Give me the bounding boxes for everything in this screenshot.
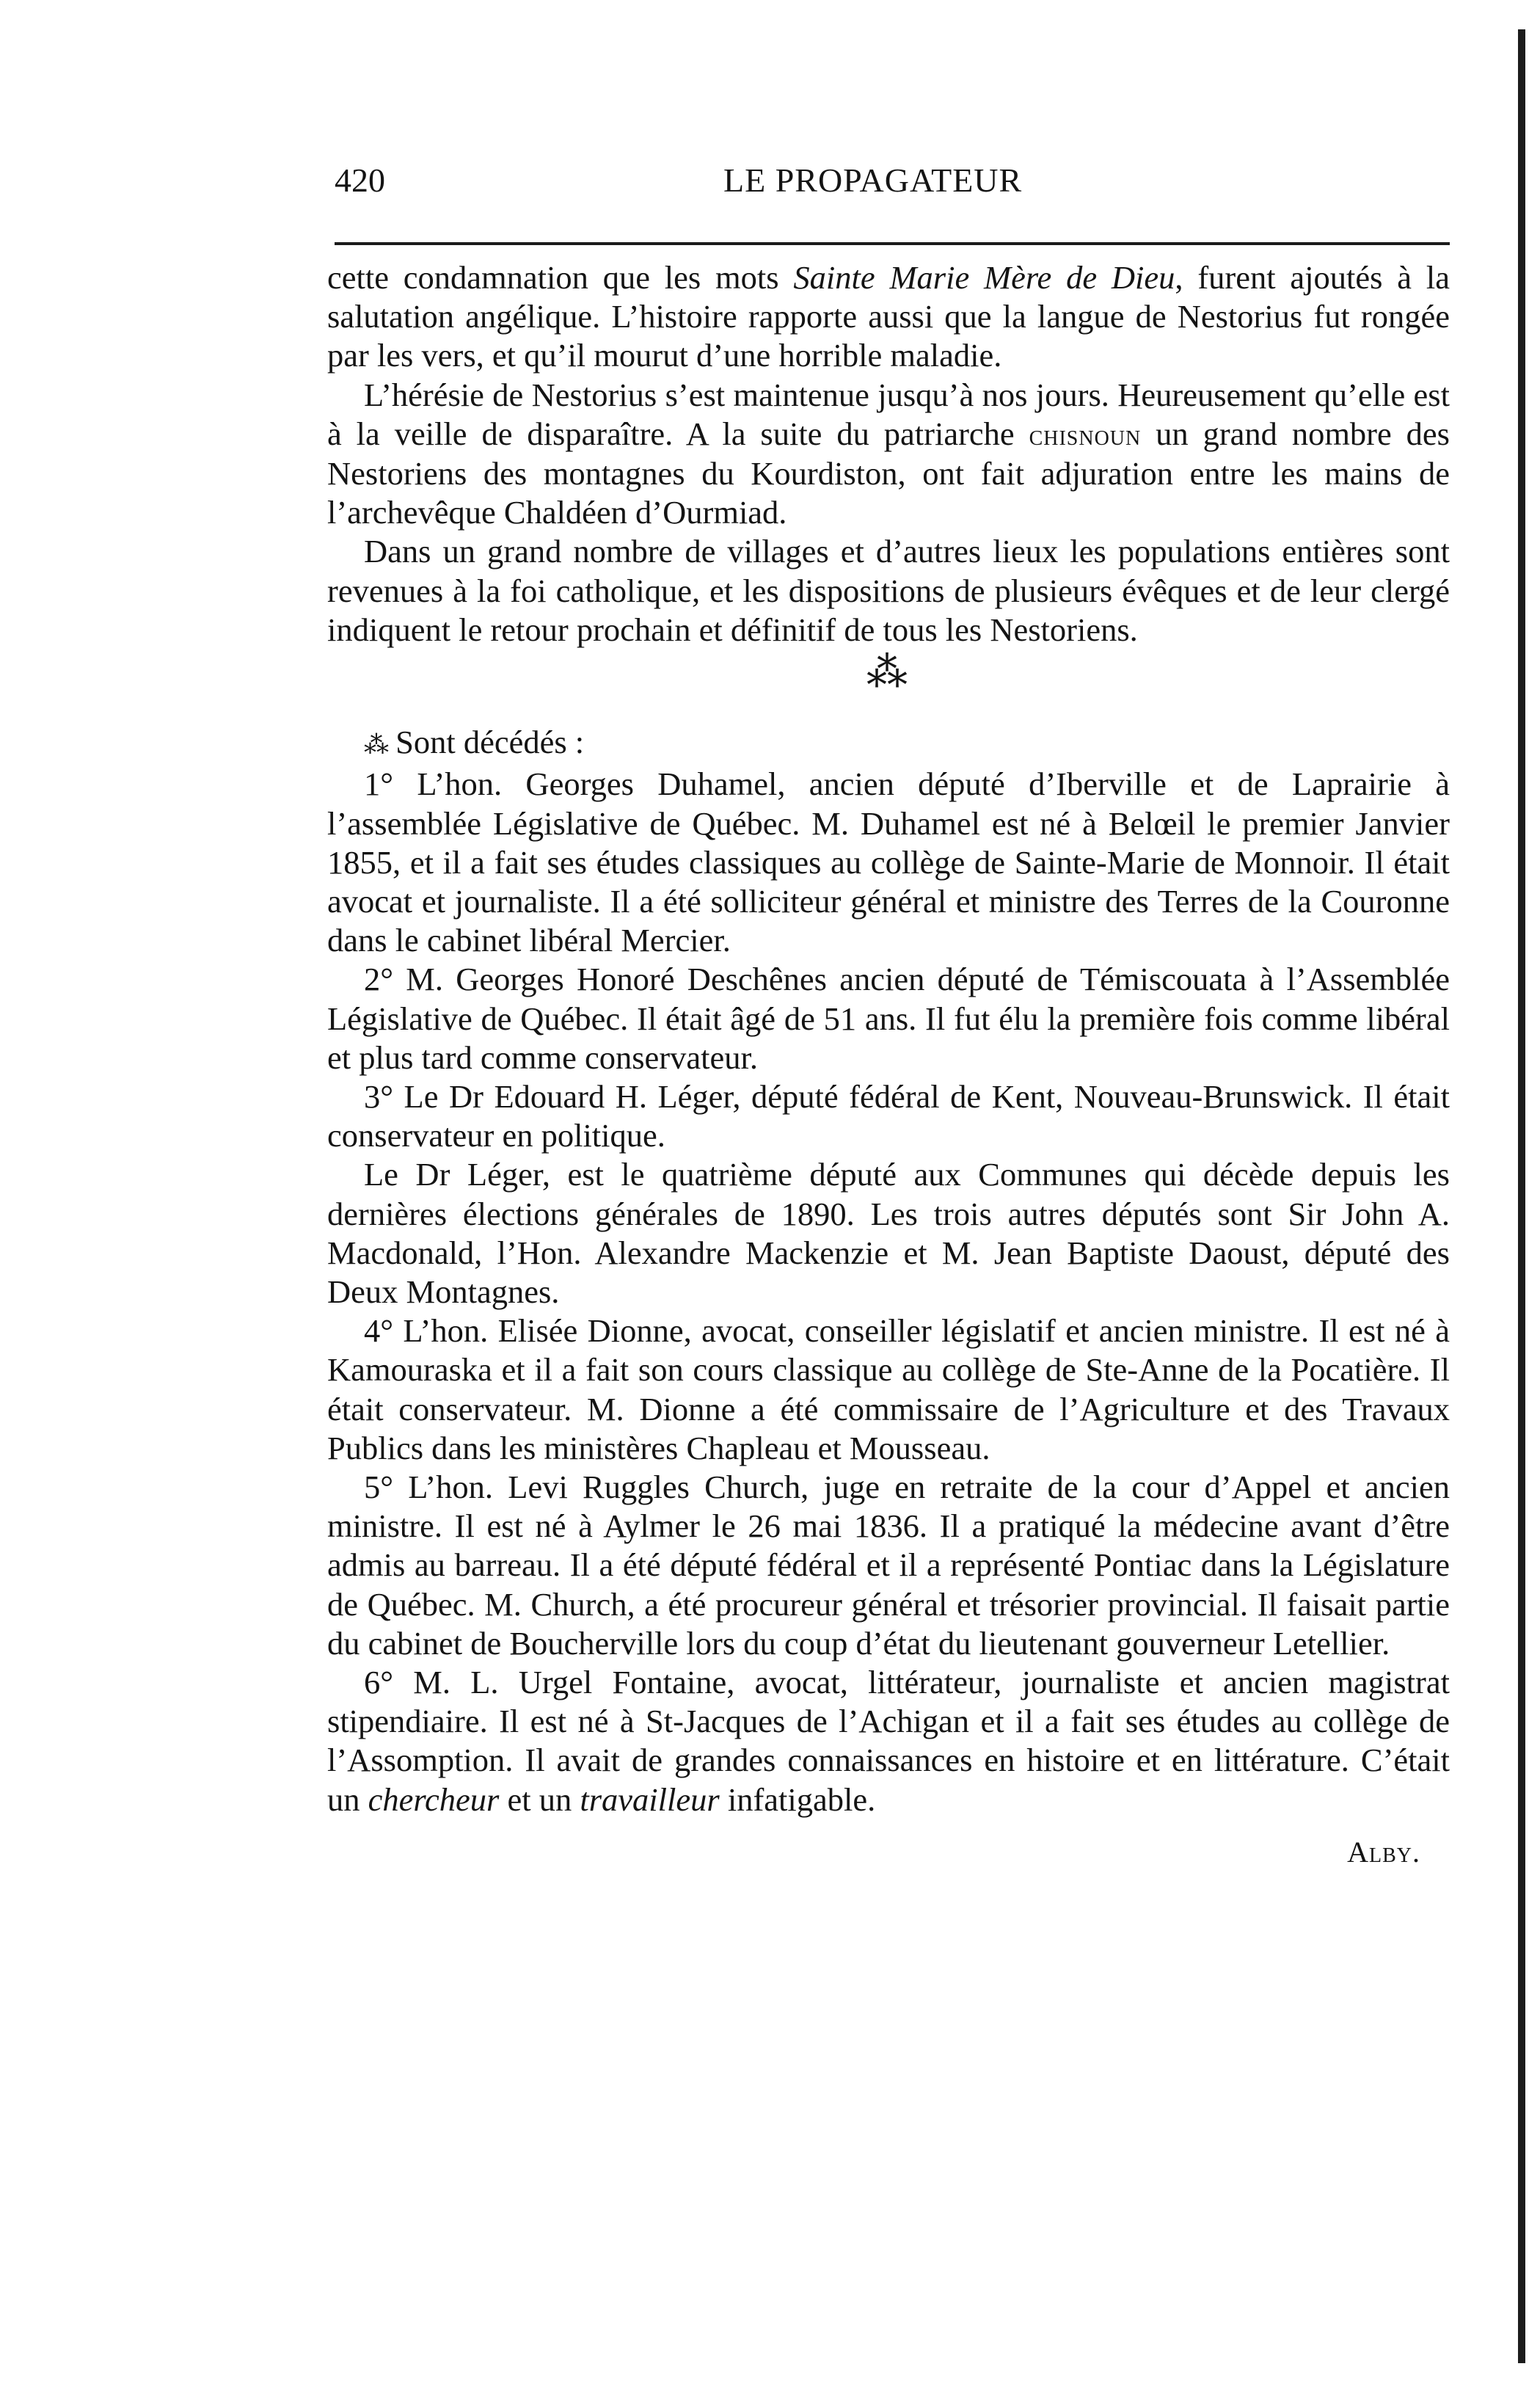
running-title: LE PROPAGATEUR — [723, 161, 1023, 199]
paragraph-deaths-intro — [327, 723, 1450, 765]
paragraph-death-3-continued: Le Dr Léger, est le quatrième député aux Communes qui décède depuis les dernières élections générales de 1890. Les trois autres députés sont Sir John A. Macdonald, l’Hon. Alexandre Mackenzie et M. Jean Baptiste Daoust, député des Deux Montagnes. — [327, 1156, 1450, 1311]
paragraph-text: cette condamnation que les mots — [327, 259, 794, 296]
paragraph-nestorius-condemnation — [327, 258, 1450, 376]
italic-word: travailleur — [580, 1780, 720, 1818]
paragraph-text: et un — [499, 1780, 580, 1818]
paragraph-nestorian-heresy — [327, 376, 1450, 533]
paragraph-conversions: Dans un grand nombre de villages et d’autres lieux les populations entières sont revenues à la foi catholique, et les dispositions de plusieurs évêques et de leur clergé indiquent le retour prochain et définitif de tous les Nestoriens. — [327, 533, 1450, 648]
paragraph-text: , furent ajoutés à la salutation angélique. L’histoire rapporte aussi que la langue de Nestorius fut rongée par les vers, et qu’il mourut d’une horrible maladie. — [327, 259, 1450, 374]
italic-phrase: Sainte Marie Mère de Dieu — [793, 259, 1175, 296]
paragraph-text: 6° M. L. Urgel Fontaine, avocat, littérateur, journaliste et ancien magistrat stipendiaire. Il est né à St-Jacques de l’Achigan et il a fait ses études au collège de l’Assomption. Il avait de grandes connaissances en histoire et en littérature. C’était un — [327, 1664, 1450, 1818]
page-edge-shadow — [1518, 29, 1525, 2363]
italic-word: chercheur — [368, 1780, 500, 1818]
paragraph-death-3: 3° Le Dr Edouard H. Léger, député fédéral de Kent, Nouveau-Brunswick. Il était conservateur en politique. — [327, 1078, 1450, 1154]
paragraph-death-6 — [327, 1663, 1450, 1819]
section-break — [327, 650, 1450, 723]
paragraph-death-5: 5° L’hon. Levi Ruggles Church, juge en retraite de la cour d’Appel et ancien ministre. Il est né à Aylmer le 26 mai 1836. Il a pratiqué la médecine avant d’être admis au barreau. Il a été député fédéral et il a représenté Pontiac dans la Législature de Québec. M. Church, a été procureur général et trésorier provincial. Il faisait partie du cabinet de Boucherville lors du coup d’état du lieutenant gouverneur Letellier. — [327, 1469, 1450, 1662]
author-signature: Alby. — [1347, 1835, 1420, 1869]
asterism-small: ⁂ — [364, 732, 387, 760]
asterism: ⁂ — [866, 650, 908, 696]
paragraph-text: L’hérésie de Nestorius s’est maintenue jusqu’à nos jours. Heureusement qu’elle est à la veille de disparaître. A la suite du patriarche — [327, 376, 1450, 452]
paragraph-death-1: 1° L’hon. Georges Duhamel, ancien député d’Iberville et de Laprairie à l’assemblée Législative de Québec. M. Duhamel est né à Belœil le premier Janvier 1855, et il a fait ses études classiques au collège de Sainte-Marie de Monnoir. Il était avocat et journaliste. Il a été solliciteur général et ministre des Terres de la Couronne dans le cabinet libéral Mercier. — [327, 765, 1450, 959]
paragraph-death-4: 4° L’hon. Elisée Dionne, avocat, conseiller législatif et ancien ministre. Il est né à Kamouraska et il a fait son cours classique au collège de Ste-Anne de la Pocatière. Il était conservateur. M. Dionne a été commissaire de l’Agriculture et des Travaux Publics dans les ministères Chapleau et Mousseau. — [327, 1312, 1450, 1466]
page-number: 420 — [335, 161, 385, 199]
page-header — [335, 159, 1450, 203]
paragraph-death-2: 2° M. Georges Honoré Deschênes ancien député de Témiscouata à l’Assemblée Législative de Québec. Il était âgé de 51 ans. Il fut élu la première fois comme libéral et plus tard comme conservateur. — [327, 961, 1450, 1076]
paragraph-text: un grand nombre des Nestoriens des montagnes du Kourdiston, ont fait adjuration entre les mains de l’archevêque Chaldéen d’Ourmiad. — [327, 415, 1450, 531]
article-body — [327, 258, 1450, 1871]
paragraph-text: infatigable. — [719, 1780, 876, 1818]
header-rule — [335, 242, 1450, 245]
small-caps-name: chisnoun — [1029, 418, 1142, 451]
paragraph-text: Sont décédés : — [387, 724, 585, 761]
